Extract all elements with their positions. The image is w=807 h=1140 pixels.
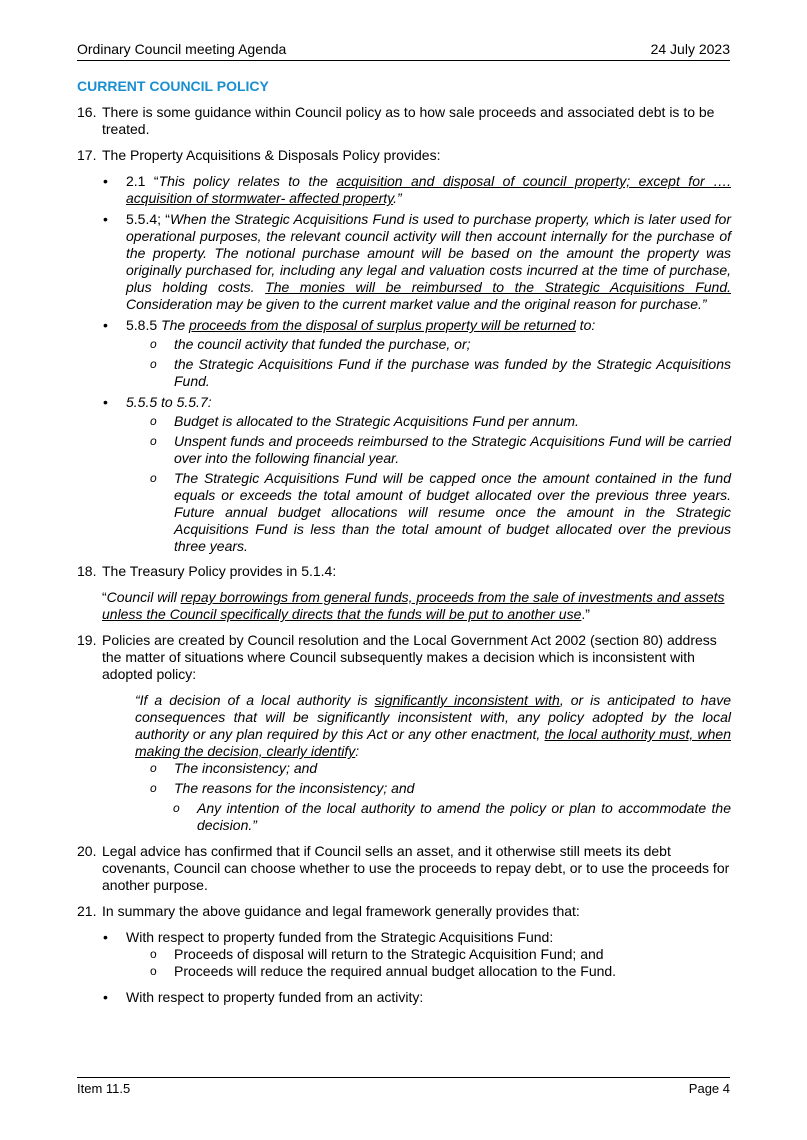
- sub-list: [150, 336, 731, 390]
- paragraph-text: In summary the above guidance and legal framework generally provides that:: [102, 903, 580, 919]
- sub-item: o Proceeds of disposal will return to the Strategic Acquisition Fund; and: [150, 946, 731, 963]
- policy-bullet-list: [101, 173, 731, 555]
- header-date: 24 July 2023: [650, 41, 730, 57]
- sub-item: o The inconsistency; and: [150, 760, 731, 777]
- sub-item: o the council activity that funded the purchase, or;: [150, 336, 731, 353]
- sub-item: o the Strategic Acquisitions Fund if the purchase was funded by the Strategic Acquisitions Fund.: [150, 356, 731, 390]
- bullet-2-1: • 2.1 “This policy relates to the acquisition and disposal of council property; except for …. acquisition of stormwater- affected property.”: [101, 173, 731, 207]
- paragraph-16: [77, 104, 731, 138]
- section-title: CURRENT COUNCIL POLICY: [77, 78, 269, 94]
- footer-item: Item 11.5: [77, 1081, 131, 1096]
- paragraph-number: 21.: [77, 903, 97, 919]
- paragraph-21: [77, 903, 731, 920]
- paragraph-text: Policies are created by Council resolution and the Local Government Act 2002 (section 80) address the matter of situations where Council subsequently makes a decision which is inconsistent with adopted policy:: [102, 632, 717, 682]
- paragraph-text: The Property Acquisitions & Disposals Policy provides:: [102, 147, 441, 163]
- sub-item: o The Strategic Acquisitions Fund will be capped once the amount contained in the fund equals or exceeds the total amount of budget allocated over the previous three years. Future annual budget allocations will resume once the amount in the Strategic Acquisitions Fund is less than the total amount of budget allocated over the previous three years.: [150, 470, 731, 555]
- paragraph-text: There is some guidance within Council policy as to how sale proceeds and associated debt is to be treated.: [102, 104, 715, 137]
- paragraph-19: [77, 632, 731, 683]
- paragraph-17: [77, 147, 731, 164]
- treasury-quote: “Council will repay borrowings from general funds, proceeds from the sale of investments and assets unless the Council specifically directs that the funds will be put to another use.”: [102, 589, 725, 622]
- header-divider: [77, 60, 730, 61]
- bullet-strategic-fund: • With respect to property funded from the Strategic Acquisitions Fund: o Proceeds of disposal will return to the Strategic Acquisition Fund; and o Proceeds will reduce the required annual budget allocation to the Fund.: [101, 929, 731, 980]
- paragraph-number: 16.: [77, 104, 97, 120]
- sub-sub-list: [173, 800, 731, 834]
- bullet-5-5-5: • 5.5.5 to 5.5.7: o Budget is allocated to the Strategic Acquisitions Fund per annum. o Unspent funds and proceeds reimbursed to the Strategic Acquisitions Fund will be carried over into the following financial year. o The Strategic Acquisitions Fund will be capped once the amount contained in the fund equals or exceeds the total amount of budget allocated over the previous three years. Future annual budget allocations will resume once the amount in the Strategic Acquisitions Fund is less than the total amount of budget allocated over the previous three years.: [101, 394, 731, 555]
- bullet-5-8-5: • 5.8.5 The proceeds from the disposal of surplus property will be returned to: o the council activity that funded the purchase, or; o the Strategic Acquisitions Fund if the purchase was funded by the Strategic Acquisitions Fund.: [101, 317, 731, 390]
- bullet-activity: • With respect to property funded from an activity:: [101, 989, 731, 1006]
- sub-sub-item: o Any intention of the local authority to amend the policy or plan to accommodate the decision.”: [173, 800, 731, 834]
- paragraph-number: 19.: [77, 632, 97, 648]
- sub-list: [150, 760, 731, 797]
- sub-item: o Budget is allocated to the Strategic Acquisitions Fund per annum.: [150, 413, 731, 430]
- bullet-5-5-4: • 5.5.4; “When the Strategic Acquisitions Fund is used to purchase property, which is later used for operational purposes, the relevant council activity will then account internally for the purchase of the property. The notional purchase amount will be based on the amount the property was originally purchased for, including any legal and valuation costs incurred at the time of purchase, plus holding costs. The monies will be reimbursed to the Strategic Acquisitions Fund. Consideration may be given to the current market value and the original reason for purchase.”: [101, 211, 731, 313]
- sub-list: [150, 413, 731, 555]
- summary-bullet-list: [101, 929, 731, 1006]
- header-title: Ordinary Council meeting Agenda: [77, 41, 287, 57]
- footer-divider: [77, 1077, 730, 1078]
- sub-item: o Unspent funds and proceeds reimbursed to the Strategic Acquisitions Fund will be carried over into the following financial year.: [150, 433, 731, 467]
- paragraph-number: 20.: [77, 843, 97, 859]
- paragraph-20: [77, 843, 731, 894]
- paragraph-number: 17.: [77, 147, 97, 163]
- sub-list: [150, 946, 731, 980]
- page-content: [77, 78, 731, 1014]
- sub-item: o Proceeds will reduce the required annual budget allocation to the Fund.: [150, 963, 731, 980]
- paragraph-text: Legal advice has confirmed that if Council sells an asset, and it otherwise still meets its debt covenants, Council can choose whether to use the proceeds to repay debt, or to use the proceeds for another purpose.: [102, 843, 730, 893]
- paragraph-18: [77, 563, 731, 580]
- footer-page-number: Page 4: [688, 1081, 730, 1096]
- paragraph-text: The Treasury Policy provides in 5.1.4:: [102, 563, 337, 579]
- lga-quote: “If a decision of a local authority is significantly inconsistent with, or is anticipated to have consequences that will be significantly inconsistent with, any policy adopted by the local authority or any plan required by this Act or any other enactment, the local authority must, when making the decision, clearly identify: o The inconsistency; and o The reasons for the inconsistency; and o Any intention of the local authority to amend the policy or plan to accommodate the decision.”: [135, 692, 731, 834]
- sub-item: o The reasons for the inconsistency; and: [150, 780, 731, 797]
- paragraph-number: 18.: [77, 563, 97, 579]
